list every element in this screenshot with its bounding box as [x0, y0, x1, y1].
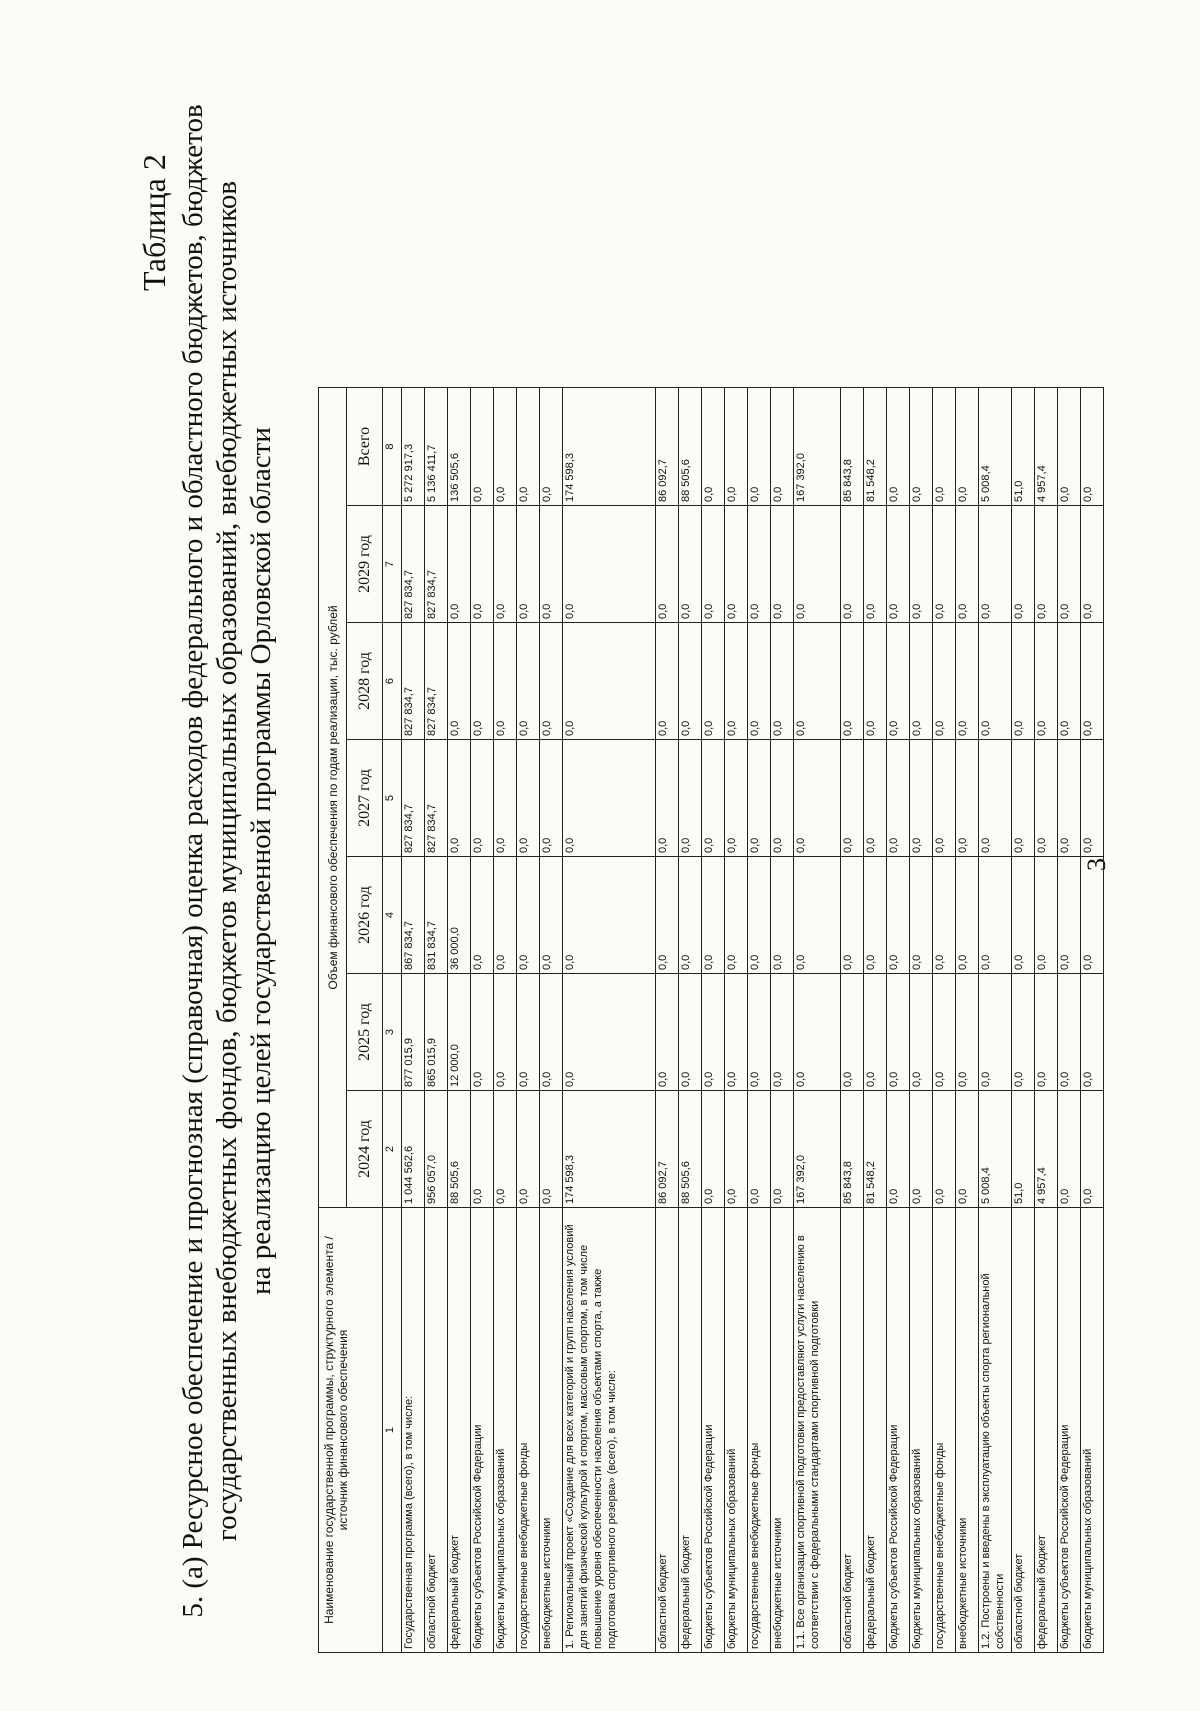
- row-label: бюджеты муниципальных образований: [725, 1208, 748, 1653]
- table-row: [425, 388, 448, 1653]
- cell-value: 827 834,7: [425, 623, 448, 740]
- cell-value: 0,0: [933, 1091, 956, 1208]
- cell-value: 0,0: [910, 506, 933, 623]
- cell-value: 0,0: [794, 974, 841, 1091]
- table-row: [794, 388, 841, 1653]
- cell-value: 0,0: [494, 857, 517, 974]
- cell-value: 865 015,9: [425, 974, 448, 1091]
- cell-value: 0,0: [563, 974, 656, 1091]
- column-number: 2: [383, 1091, 402, 1208]
- cell-value: 0,0: [1035, 857, 1058, 974]
- column-number: 7: [383, 506, 402, 623]
- cell-value: 1 044 562,6: [402, 1091, 425, 1208]
- cell-value: 0,0: [887, 740, 910, 857]
- cell-value: 0,0: [979, 857, 1012, 974]
- cell-value: 0,0: [494, 506, 517, 623]
- cell-value: 0,0: [725, 857, 748, 974]
- cell-value: 0,0: [517, 740, 540, 857]
- table-row: [910, 388, 933, 1653]
- cell-value: 0,0: [1058, 388, 1081, 506]
- cell-value: 0,0: [679, 623, 702, 740]
- cell-value: 0,0: [887, 857, 910, 974]
- cell-value: 827 834,7: [402, 740, 425, 857]
- cell-value: 0,0: [702, 740, 725, 857]
- cell-value: 0,0: [771, 506, 794, 623]
- cell-value: 0,0: [725, 740, 748, 857]
- table-row: [1012, 388, 1035, 1653]
- cell-value: 0,0: [517, 857, 540, 974]
- column-number: 5: [383, 740, 402, 857]
- column-number: 8: [383, 388, 402, 506]
- cell-value: 0,0: [1058, 506, 1081, 623]
- cell-value: 0,0: [517, 974, 540, 1091]
- row-label: 1.2. Построены и введены в эксплуатацию объекты спорта региональной собственности: [979, 1208, 1012, 1653]
- cell-value: 0,0: [540, 974, 563, 1091]
- row-label: областной бюджет: [425, 1208, 448, 1653]
- cell-value: 0,0: [1081, 740, 1104, 857]
- row-label: федеральный бюджет: [1035, 1208, 1058, 1653]
- header-year: 2025 год: [347, 974, 383, 1091]
- cell-value: 0,0: [679, 857, 702, 974]
- header-year: Всего: [347, 388, 383, 506]
- cell-value: 0,0: [1035, 740, 1058, 857]
- cell-value: 86 092,7: [656, 388, 679, 506]
- header-year: 2024 год: [347, 1091, 383, 1208]
- page-number: 3: [1082, 858, 1111, 871]
- table-row: [517, 388, 540, 1653]
- cell-value: 0,0: [448, 623, 471, 740]
- cell-value: 0,0: [517, 506, 540, 623]
- table-row: [887, 388, 910, 1653]
- cell-value: 0,0: [563, 740, 656, 857]
- cell-value: 0,0: [1058, 740, 1081, 857]
- cell-value: 0,0: [725, 388, 748, 506]
- cell-value: 0,0: [448, 506, 471, 623]
- row-label: внебюджетные источники: [956, 1208, 979, 1653]
- cell-value: 0,0: [725, 506, 748, 623]
- cell-value: 0,0: [725, 974, 748, 1091]
- row-label: Государственная программа (всего), в том числе:: [402, 1208, 425, 1653]
- table-row: [1035, 388, 1058, 1653]
- cell-value: 81 548,2: [864, 1091, 887, 1208]
- table-row: [702, 388, 725, 1653]
- cell-value: 0,0: [956, 506, 979, 623]
- cell-value: 0,0: [887, 506, 910, 623]
- cell-value: 51,0: [1012, 388, 1035, 506]
- row-label: бюджеты муниципальных образований: [1081, 1208, 1104, 1653]
- cell-value: 0,0: [471, 1091, 494, 1208]
- cell-value: 0,0: [540, 506, 563, 623]
- row-label: бюджеты муниципальных образований: [494, 1208, 517, 1653]
- cell-value: 5 008,4: [979, 388, 1012, 506]
- cell-value: 0,0: [794, 506, 841, 623]
- cell-value: 0,0: [933, 506, 956, 623]
- cell-value: 0,0: [748, 1091, 771, 1208]
- cell-value: 0,0: [956, 974, 979, 1091]
- cell-value: 0,0: [494, 623, 517, 740]
- cell-value: 0,0: [471, 857, 494, 974]
- cell-value: 167 392,0: [794, 1091, 841, 1208]
- cell-value: 0,0: [471, 506, 494, 623]
- cell-value: 0,0: [656, 506, 679, 623]
- row-label: областной бюджет: [1012, 1208, 1035, 1653]
- cell-value: 0,0: [494, 388, 517, 506]
- cell-value: 174 598,3: [563, 388, 656, 506]
- row-label: федеральный бюджет: [679, 1208, 702, 1653]
- title-line-2: государственных внебюджетных фондов, бюджетов муниципальных образований, внебюджетных источников: [211, 180, 243, 1542]
- cell-value: 0,0: [910, 1091, 933, 1208]
- cell-value: 174 598,3: [563, 1091, 656, 1208]
- cell-value: 0,0: [771, 1091, 794, 1208]
- funding-table-wrapper: [318, 387, 1104, 1653]
- cell-value: 0,0: [748, 857, 771, 974]
- table-row: [448, 388, 471, 1653]
- cell-value: 0,0: [517, 388, 540, 506]
- cell-value: 0,0: [910, 740, 933, 857]
- cell-value: 0,0: [956, 857, 979, 974]
- cell-value: 0,0: [910, 857, 933, 974]
- table-row: [540, 388, 563, 1653]
- cell-value: 0,0: [887, 1091, 910, 1208]
- row-label: государственные внебюджетные фонды: [933, 1208, 956, 1653]
- cell-value: 0,0: [910, 623, 933, 740]
- cell-value: 827 834,7: [425, 506, 448, 623]
- cell-value: 0,0: [933, 740, 956, 857]
- cell-value: 0,0: [910, 974, 933, 1091]
- cell-value: 0,0: [471, 623, 494, 740]
- header-year: 2028 год: [347, 623, 383, 740]
- cell-value: 136 505,6: [448, 388, 471, 506]
- cell-value: 0,0: [956, 1091, 979, 1208]
- header-volume: Объем финансового обеспечения по годам реализации, тыс. рублей: [319, 388, 347, 1208]
- cell-value: 0,0: [540, 857, 563, 974]
- cell-value: 4 957,4: [1035, 388, 1058, 506]
- cell-value: 0,0: [702, 623, 725, 740]
- cell-value: 4 957,4: [1035, 1091, 1058, 1208]
- cell-value: 0,0: [471, 974, 494, 1091]
- cell-value: 0,0: [540, 623, 563, 740]
- title-line-1: 5. (а) Ресурсное обеспечение и прогнозная (справочная) оценка расходов федерального и областного бюджетов, бюджетов: [177, 104, 209, 1618]
- header-year: 2026 год: [347, 857, 383, 974]
- cell-value: 0,0: [864, 623, 887, 740]
- cell-value: 0,0: [1012, 623, 1035, 740]
- cell-value: 0,0: [656, 974, 679, 1091]
- cell-value: 0,0: [702, 506, 725, 623]
- cell-value: 0,0: [702, 388, 725, 506]
- cell-value: 0,0: [841, 740, 864, 857]
- cell-value: 0,0: [864, 974, 887, 1091]
- table-row: [494, 388, 517, 1653]
- cell-value: 956 057,0: [425, 1091, 448, 1208]
- page-title: [176, 71, 278, 1651]
- cell-value: 0,0: [841, 506, 864, 623]
- table-row: [725, 388, 748, 1653]
- cell-value: 827 834,7: [425, 740, 448, 857]
- cell-value: 0,0: [748, 388, 771, 506]
- cell-value: 12 000,0: [448, 974, 471, 1091]
- cell-value: 0,0: [794, 623, 841, 740]
- cell-value: 0,0: [933, 623, 956, 740]
- table-row: [1081, 388, 1104, 1653]
- cell-value: 0,0: [841, 974, 864, 1091]
- cell-value: 0,0: [702, 1091, 725, 1208]
- cell-value: 0,0: [794, 857, 841, 974]
- cell-value: 0,0: [1012, 740, 1035, 857]
- table-row: [402, 388, 425, 1653]
- cell-value: 0,0: [1081, 623, 1104, 740]
- row-label: областной бюджет: [656, 1208, 679, 1653]
- cell-value: 831 834,7: [425, 857, 448, 974]
- cell-value: 0,0: [1012, 857, 1035, 974]
- table-row: [679, 388, 702, 1653]
- cell-value: 0,0: [702, 857, 725, 974]
- cell-value: 5 136 411,7: [425, 388, 448, 506]
- cell-value: 0,0: [771, 740, 794, 857]
- cell-value: 0,0: [563, 506, 656, 623]
- cell-value: 85 843,8: [841, 388, 864, 506]
- cell-value: 0,0: [725, 623, 748, 740]
- row-label: 1. Региональный проект «Создание для всех категорий и групп населения условий для занятий физической культурой и спортом, массовым спортом, в том числе повышение уровня обеспеченности населения объектами спорта, а также подготовка спортивного резерва» (всего), в том числе:: [563, 1208, 656, 1653]
- cell-value: 0,0: [887, 974, 910, 1091]
- row-label: федеральный бюджет: [864, 1208, 887, 1653]
- cell-value: 0,0: [1081, 388, 1104, 506]
- cell-value: 0,0: [656, 623, 679, 740]
- cell-value: 0,0: [540, 740, 563, 857]
- cell-value: 877 015,9: [402, 974, 425, 1091]
- cell-value: 0,0: [864, 506, 887, 623]
- cell-value: 0,0: [1035, 623, 1058, 740]
- cell-value: 0,0: [748, 623, 771, 740]
- cell-value: 867 834,7: [402, 857, 425, 974]
- cell-value: 0,0: [748, 740, 771, 857]
- row-label: государственные внебюджетные фонды: [517, 1208, 540, 1653]
- cell-value: 0,0: [979, 740, 1012, 857]
- cell-value: 0,0: [956, 623, 979, 740]
- cell-value: 0,0: [656, 740, 679, 857]
- column-number: 1: [383, 1208, 402, 1653]
- table-row: [841, 388, 864, 1653]
- cell-value: 0,0: [679, 974, 702, 1091]
- cell-value: 0,0: [494, 1091, 517, 1208]
- cell-value: 0,0: [517, 623, 540, 740]
- cell-value: 827 834,7: [402, 506, 425, 623]
- cell-value: 0,0: [748, 506, 771, 623]
- table-row: [771, 388, 794, 1653]
- table-row: [748, 388, 771, 1653]
- cell-value: 0,0: [841, 623, 864, 740]
- cell-value: 0,0: [771, 974, 794, 1091]
- cell-value: 88 505,6: [679, 388, 702, 506]
- cell-value: 0,0: [656, 857, 679, 974]
- cell-value: 0,0: [933, 388, 956, 506]
- cell-value: 86 092,7: [656, 1091, 679, 1208]
- column-number: 6: [383, 623, 402, 740]
- cell-value: 0,0: [1035, 974, 1058, 1091]
- row-label: бюджеты субъектов Российской Федерации: [471, 1208, 494, 1653]
- row-label: государственные внебюджетные фонды: [748, 1208, 771, 1653]
- cell-value: 85 843,8: [841, 1091, 864, 1208]
- header-year: 2027 год: [347, 740, 383, 857]
- cell-value: 167 392,0: [794, 388, 841, 506]
- cell-value: 0,0: [679, 740, 702, 857]
- row-label: областной бюджет: [841, 1208, 864, 1653]
- cell-value: 827 834,7: [402, 623, 425, 740]
- table-row: [563, 388, 656, 1653]
- cell-value: 0,0: [864, 740, 887, 857]
- cell-value: 0,0: [864, 857, 887, 974]
- cell-value: 0,0: [494, 974, 517, 1091]
- cell-value: 0,0: [956, 388, 979, 506]
- cell-value: 51,0: [1012, 1091, 1035, 1208]
- cell-value: 0,0: [540, 1091, 563, 1208]
- cell-value: 0,0: [979, 974, 1012, 1091]
- cell-value: 0,0: [702, 974, 725, 1091]
- row-label: бюджеты муниципальных образований: [910, 1208, 933, 1653]
- cell-value: 88 505,6: [679, 1091, 702, 1208]
- cell-value: 36 000,0: [448, 857, 471, 974]
- cell-value: 0,0: [1058, 974, 1081, 1091]
- cell-value: 81 548,2: [864, 388, 887, 506]
- table-label: Таблица 2: [136, 154, 172, 291]
- column-number: 3: [383, 974, 402, 1091]
- row-label: бюджеты субъектов Российской Федерации: [702, 1208, 725, 1653]
- cell-value: 0,0: [471, 388, 494, 506]
- title-line-3: на реализацию целей государственной программы Орловской области: [245, 427, 277, 1295]
- cell-value: 0,0: [1058, 857, 1081, 974]
- row-label: федеральный бюджет: [448, 1208, 471, 1653]
- row-label: внебюджетные источники: [540, 1208, 563, 1653]
- cell-value: 0,0: [540, 388, 563, 506]
- row-label: 1.1. Все организации спортивной подготовки предоставляют услуги населению в соответствии с федеральными стандартами спортивной подготовки: [794, 1208, 841, 1653]
- cell-value: 0,0: [679, 506, 702, 623]
- cell-value: 0,0: [1081, 506, 1104, 623]
- table-row: [933, 388, 956, 1653]
- cell-value: 0,0: [771, 623, 794, 740]
- cell-value: 0,0: [933, 857, 956, 974]
- cell-value: 0,0: [1012, 506, 1035, 623]
- cell-value: 0,0: [1012, 974, 1035, 1091]
- row-label: бюджеты субъектов Российской Федерации: [887, 1208, 910, 1653]
- cell-value: 0,0: [1081, 1091, 1104, 1208]
- cell-value: 0,0: [563, 623, 656, 740]
- cell-value: 0,0: [1081, 857, 1104, 974]
- cell-value: 0,0: [794, 740, 841, 857]
- cell-value: 0,0: [448, 740, 471, 857]
- cell-value: 0,0: [956, 740, 979, 857]
- cell-value: 0,0: [471, 740, 494, 857]
- cell-value: 0,0: [1081, 974, 1104, 1091]
- table-row: [956, 388, 979, 1653]
- cell-value: 0,0: [841, 857, 864, 974]
- table-row: [1058, 388, 1081, 1653]
- cell-value: 0,0: [910, 388, 933, 506]
- cell-value: 5 008,4: [979, 1091, 1012, 1208]
- cell-value: 0,0: [933, 974, 956, 1091]
- cell-value: 0,0: [771, 388, 794, 506]
- cell-value: 0,0: [887, 623, 910, 740]
- cell-value: 0,0: [517, 1091, 540, 1208]
- cell-value: 0,0: [979, 623, 1012, 740]
- table-row: [864, 388, 887, 1653]
- table-row: [471, 388, 494, 1653]
- cell-value: 0,0: [887, 388, 910, 506]
- cell-value: 0,0: [725, 1091, 748, 1208]
- funding-table: [318, 387, 1104, 1653]
- cell-value: 0,0: [563, 857, 656, 974]
- cell-value: 0,0: [748, 974, 771, 1091]
- cell-value: 0,0: [979, 506, 1012, 623]
- cell-value: 5 272 917,3: [402, 388, 425, 506]
- cell-value: 88 505,6: [448, 1091, 471, 1208]
- cell-value: 0,0: [1035, 506, 1058, 623]
- column-number: 4: [383, 857, 402, 974]
- cell-value: 0,0: [771, 857, 794, 974]
- header-year: 2029 год: [347, 506, 383, 623]
- table-row: [979, 388, 1012, 1653]
- row-label: внебюджетные источники: [771, 1208, 794, 1653]
- table-row: [656, 388, 679, 1653]
- cell-value: 0,0: [494, 740, 517, 857]
- row-label: бюджеты субъектов Российской Федерации: [1058, 1208, 1081, 1653]
- cell-value: 0,0: [1058, 1091, 1081, 1208]
- cell-value: 0,0: [1058, 623, 1081, 740]
- header-name: Наименование государственной программы, структурного элемента / источник финансового обеспечения: [319, 1208, 383, 1653]
